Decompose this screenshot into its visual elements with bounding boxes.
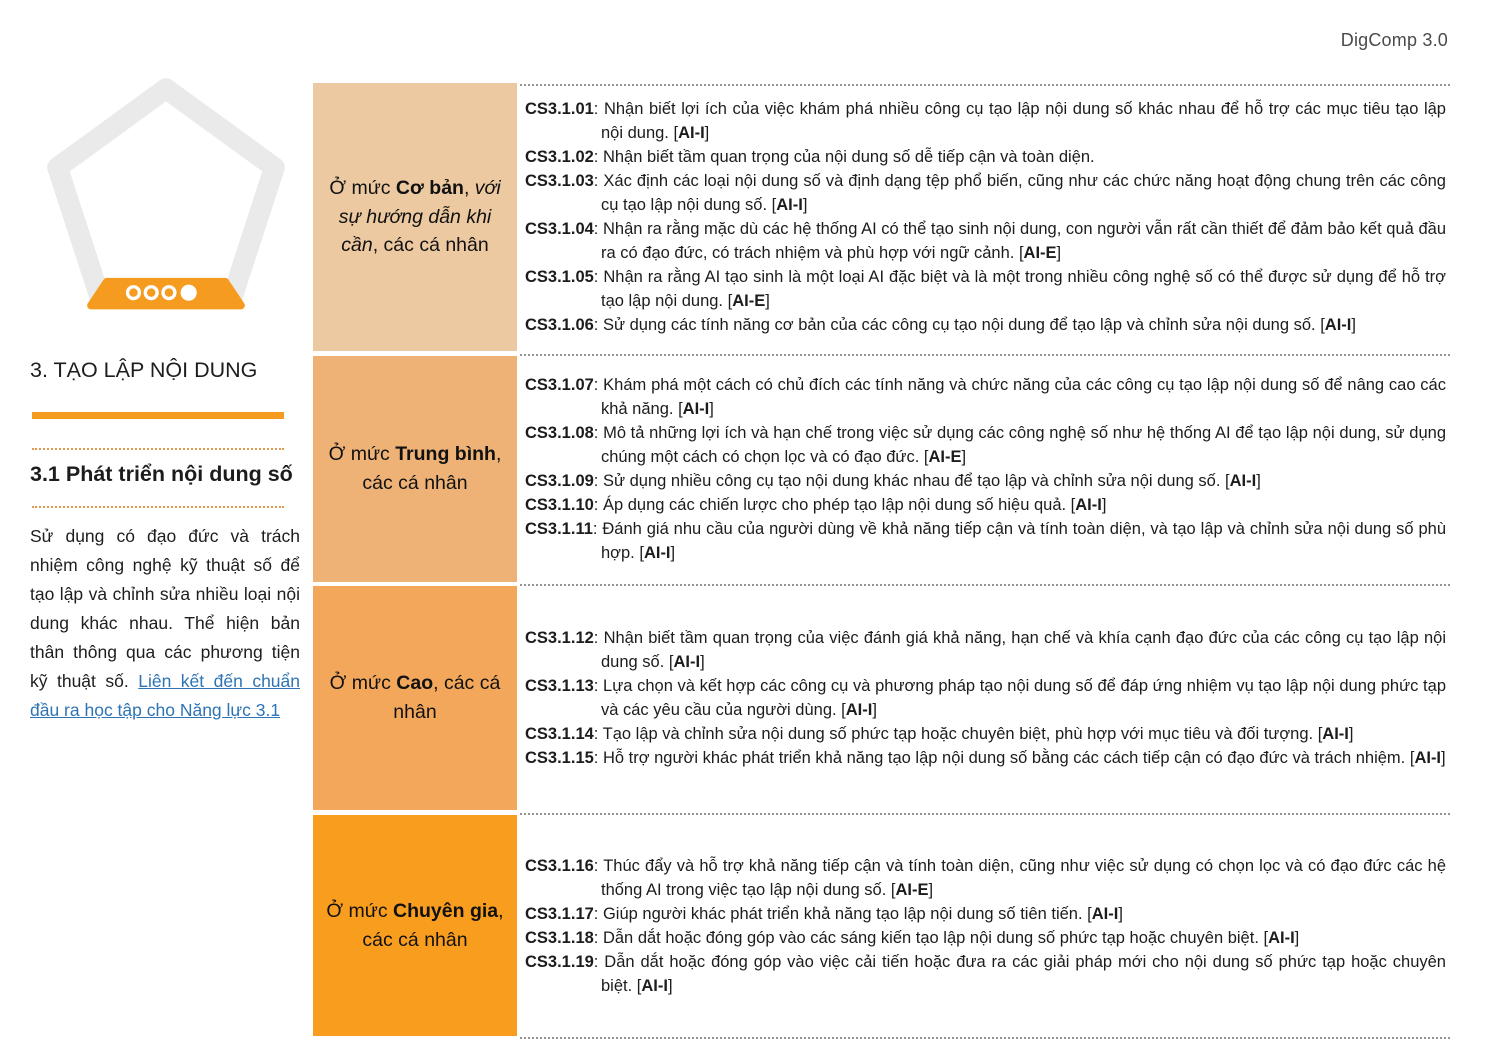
outcomes-list <box>525 586 1448 810</box>
outcome-code: CS3.1.04 <box>525 220 594 238</box>
ai-tag: AI-E <box>928 448 962 466</box>
outcome-code: CS3.1.02 <box>525 148 594 166</box>
sidebar-dotted-divider <box>32 506 284 508</box>
section-dotted-separator <box>520 1037 1450 1039</box>
outcome-item: CS3.1.05: Nhận ra rằng AI tạo sinh là một loại AI đặc biệt và là một trong nhiều công nghệ số có thể được sử dụng để hỗ trợ tạo lập nội dung. [AI-E] <box>525 268 1446 310</box>
ai-tag: AI-I <box>1091 904 1119 923</box>
outcomes-list <box>525 356 1448 582</box>
level-label-card <box>313 356 517 582</box>
outcome-item: CS3.1.09: Sử dụng nhiều công cụ tạo nội dung khác nhau để tạo lập và chỉnh sửa nội dung số. [AI-I] <box>525 472 1261 490</box>
outcome-code: CS3.1.18 <box>525 928 594 947</box>
ai-tag: AI-E <box>1023 244 1057 262</box>
ai-tag: AI-I <box>673 653 701 671</box>
outcome-code: CS3.1.19 <box>525 952 594 971</box>
sidebar-dotted-divider <box>32 448 284 450</box>
outcome-item: CS3.1.10: Áp dụng các chiến lược cho phép tạo lập nội dung số hiệu quả. [AI-I] <box>525 496 1107 514</box>
ai-tag: AI-I <box>845 701 873 719</box>
outcome-item: CS3.1.06: Sử dụng các tính năng cơ bản của các công cụ tạo nội dung để tạo lập và chỉnh sửa nội dung số. [AI-I] <box>525 316 1356 334</box>
outcome-item: CS3.1.16: Thúc đẩy và hỗ trợ khả năng tiếp cận và tính toàn diện, cũng như việc sử dụng có chọn lọc và có đạo đức các hệ thống AI trong việc tạo lập nội dung số. [AI-E] <box>525 856 1446 899</box>
outcome-item: CS3.1.03: Xác định các loại nội dung số và định dạng tệp phổ biến, cũng như các chức năng hoạt động chung trên các công cụ tạo lập nội dung số. [AI-I] <box>525 172 1446 214</box>
ai-tag: AI-I <box>1268 928 1295 947</box>
ai-tag: AI-I <box>1324 316 1352 334</box>
outcome-code: CS3.1.01 <box>525 100 594 118</box>
ai-tag: AI-I <box>1322 725 1349 743</box>
outcome-code: CS3.1.06 <box>525 316 594 334</box>
ai-tag: AI-E <box>732 292 766 310</box>
ai-tag: AI-I <box>1075 496 1102 514</box>
level-label: Ở mức Trung bình, các cá nhân <box>328 443 502 494</box>
level-label-card <box>313 815 517 1036</box>
ai-tag: AI-I <box>776 196 803 214</box>
outcome-item: CS3.1.01: Nhận biết lợi ích của việc khám phá nhiều công cụ tạo lập nội dung số khác nhau để hỗ trợ các mục tiêu tạo lập nội dung. [AI-I] <box>525 100 1446 142</box>
level-label: Ở mức Chuyên gia, các cá nhân <box>326 899 504 951</box>
outcome-item: CS3.1.13: Lựa chọn và kết hợp các công cụ và phương pháp tạo nội dung số để đáp ứng nhiệm vụ tạo lập nội dung phức tạp và các yêu cầu của người dùng. [AI-I] <box>525 677 1446 719</box>
outcome-code: CS3.1.12 <box>525 629 594 647</box>
level-row <box>313 356 1448 582</box>
pentagon-progress-icon <box>28 70 304 332</box>
ai-tag: AI-I <box>641 976 668 995</box>
outcome-item: CS3.1.15: Hỗ trợ người khác phát triển khả năng tạo lập nội dung số bằng các cách tiếp cận có đạo đức và trách nhiệm. [AI-I] <box>525 749 1446 767</box>
level-label: Ở mức Cao, các cá nhân <box>329 672 501 723</box>
level-row <box>313 815 1448 1036</box>
area-title: 3. TẠO LẬP NỘI DUNG <box>30 358 258 382</box>
outcome-item: CS3.1.12: Nhận biết tầm quan trọng của việc đánh giá khả năng, hạn chế và khía cạnh đạo đức của các công cụ tạo lập nội dung số. [AI-I] <box>525 629 1446 671</box>
outcome-item: CS3.1.14: Tạo lập và chỉnh sửa nội dung số phức tạp hoặc chuyên biệt, phù hợp với mục tiêu và đối tượng. [AI-I] <box>525 725 1354 743</box>
ai-tag: AI-I <box>682 400 710 418</box>
ai-tag: AI-I <box>1414 749 1442 767</box>
outcome-code: CS3.1.03 <box>525 172 594 190</box>
competence-title: 3.1 Phát triển nội dung số <box>30 462 293 486</box>
competence-description-text: Sử dụng có đạo đức và trách nhiệm công nghệ kỹ thuật số để tạo lập và chỉnh sửa nhiều loại nội dung khác nhau. Thể hiện bản thân thông qua các phương tiện kỹ thuật số. <box>30 526 300 691</box>
outcomes-list <box>525 83 1448 351</box>
ai-tag: AI-E <box>895 880 929 899</box>
learning-outcomes-link[interactable]: Liên kết đến chuẩn đầu ra học tập cho Năng lực 3.1 <box>30 671 300 720</box>
outcome-code: CS3.1.17 <box>525 904 594 923</box>
outcome-item: CS3.1.19: Dẫn dắt hoặc đóng góp vào việc cải tiến hoặc đưa ra các giải pháp mới cho nội dung số phức tạp hoặc chuyên biệt. [AI-I] <box>525 952 1446 995</box>
level-label-card <box>313 586 517 810</box>
outcome-code: CS3.1.11 <box>525 520 593 538</box>
outcome-code: CS3.1.10 <box>525 496 594 514</box>
competence-description <box>30 522 300 725</box>
ai-tag: AI-I <box>1229 472 1257 490</box>
outcome-code: CS3.1.16 <box>525 856 594 875</box>
outcome-item: CS3.1.07: Khám phá một cách có chủ đích các tính năng và chức năng của các công cụ tạo lập nội dung số để nâng cao các khả năng. [AI-I] <box>525 376 1446 418</box>
ai-tag: AI-I <box>678 124 705 142</box>
outcome-item: CS3.1.11: Đánh giá nhu cầu của người dùng về khả năng tiếp cận và tính toàn diện, và tạo lập và chỉnh sửa nội dung số phù hợp. [AI-I] <box>525 520 1446 562</box>
outcome-item: CS3.1.17: Giúp người khác phát triển khả năng tạo lập nội dung số tiên tiến. [AI-I] <box>525 904 1123 923</box>
level-row <box>313 83 1448 351</box>
outcome-code: CS3.1.15 <box>525 749 594 767</box>
outcome-code: CS3.1.07 <box>525 376 594 394</box>
outcome-code: CS3.1.13 <box>525 677 594 695</box>
outcome-item: CS3.1.08: Mô tả những lợi ích và hạn chế trong việc sử dụng các công nghệ số như hệ thống AI để tạo lập nội dung, sử dụng chúng một cách có chọn lọc và có đạo đức. [AI-E] <box>525 424 1446 466</box>
outcome-code: CS3.1.08 <box>525 424 594 442</box>
outcomes-list <box>525 815 1448 1036</box>
ai-tag: AI-I <box>643 544 671 562</box>
outcome-item: CS3.1.02: Nhận biết tầm quan trọng của nội dung số dễ tiếp cận và toàn diện. <box>525 148 1095 166</box>
accent-bar <box>32 412 284 419</box>
brand-label: DigComp 3.0 <box>1340 30 1448 50</box>
level-label: Ở mức Cơ bản, với sự hướng dẫn khi cần, các cá nhân <box>329 176 501 257</box>
level-row <box>313 586 1448 810</box>
outcome-code: CS3.1.14 <box>525 725 594 743</box>
outcome-code: CS3.1.05 <box>525 268 594 286</box>
level-label-card <box>313 83 517 351</box>
outcome-item: CS3.1.18: Dẫn dắt hoặc đóng góp vào các sáng kiến tạo lập nội dung số phức tạp hoặc chuyên biệt. [AI-I] <box>525 928 1300 947</box>
outcome-item: CS3.1.04: Nhận ra rằng mặc dù các hệ thống AI có thể tạo sinh nội dung, con người vẫn rất cần thiết để đảm bảo kết quả đầu ra có đạo đức, có trách nhiệm và phù hợp với ngữ cảnh. [AI-E] <box>525 220 1446 262</box>
outcome-code: CS3.1.09 <box>525 472 594 490</box>
